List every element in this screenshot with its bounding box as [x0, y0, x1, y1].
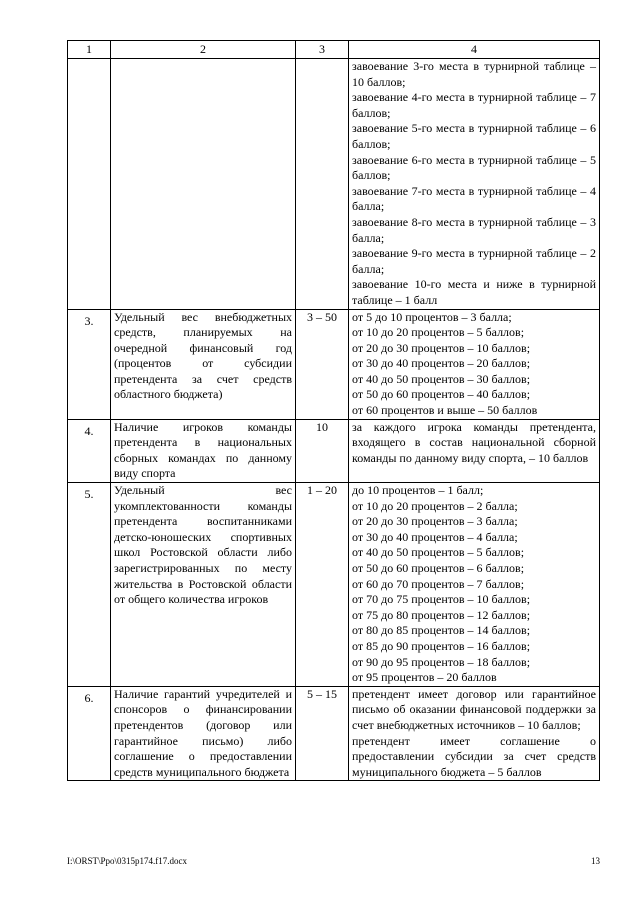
scale-line: завоевание 8-го места в турнирной таблице – 3 балла; [352, 214, 596, 245]
points-range: 5 – 15 [296, 686, 349, 781]
header-col-2: 2 [111, 41, 296, 59]
scale-line: от 40 до 50 процентов – 5 баллов; [352, 545, 525, 560]
criteria-table [67, 40, 600, 781]
scale-line: от 20 до 30 процентов – 10 баллов; [352, 340, 531, 355]
scale-line: претендент имеет соглашение о предоставлении субсидии за счет средств муниципального бюджета – 5 баллов [352, 733, 596, 779]
scale-line: завоевание 7-го места в турнирной таблице – 4 балла; [352, 183, 596, 214]
scale-line: от 50 до 60 процентов – 40 баллов; [352, 387, 531, 402]
points-range: 3 – 50 [296, 309, 349, 419]
scale-cell [349, 309, 600, 419]
scale-line: завоевание 9-го места в турнирной таблице – 2 балла; [352, 246, 596, 276]
scale-line: от 30 до 40 процентов – 20 баллов; [352, 356, 531, 371]
row-number: 5. [68, 483, 111, 687]
scale-line: завоевание 3-го места в турнирной таблице – 10 баллов; [352, 59, 596, 89]
criterion-text: Удельный вес укомплектованности команды претендента воспитанниками детско-юношеских спортивных школ Ростовской области либо зарегистрированных по месту жительства в Ростовской области от общего количества игроков [111, 483, 296, 687]
table-row-continuation [68, 59, 600, 310]
num-cell [68, 59, 111, 310]
criterion-text: Удельный вес внебюджетных средств, планируемых на очередной финансовый год (процентов от субсидии претендента за счет средств областного бюджета) [111, 309, 296, 419]
scale-line: претендент имеет договор или гарантийное письмо об оказании финансовой поддержки за счет внебюджетных источников – 10 баллов; [352, 686, 596, 732]
table-row-6 [68, 686, 600, 781]
row-number: 6. [68, 686, 111, 781]
footer-file-path: I:\ORST\Ppo\0315p174.f17.docx [67, 856, 188, 866]
points-range: 10 [296, 419, 349, 482]
scale-line: от 70 до 75 процентов – 10 баллов; [352, 592, 531, 607]
scale-line: от 40 до 50 процентов – 30 баллов; [352, 371, 531, 386]
scale-line: от 60 до 70 процентов – 7 баллов; [352, 576, 525, 591]
scale-line: до 10 процентов – 1 балл; [352, 483, 484, 498]
scale-cell [349, 483, 600, 687]
scale-line: от 10 до 20 процентов – 5 баллов; [352, 325, 525, 340]
scale-line: завоевание 5-го места в турнирной таблице – 6 баллов; [352, 121, 596, 151]
scale-line: за каждого игрока команды претендента, входящего в состав национальной сборной команды по данному виду спорта, – 10 баллов [352, 419, 596, 465]
row-number: 3. [68, 309, 111, 419]
scale-line: завоевание 10-го места и ниже в турнирной таблице – 1 балл [352, 277, 596, 307]
scale-line: от 80 до 85 процентов – 14 баллов; [352, 623, 531, 638]
points-cell [296, 59, 349, 310]
criterion-cell [111, 59, 296, 310]
scale-line: от 90 до 95 процентов – 18 баллов; [352, 654, 531, 669]
scale-line: от 75 до 80 процентов – 12 баллов; [352, 607, 531, 622]
scale-line: от 60 процентов и выше – 50 баллов [352, 403, 538, 418]
scale-line: от 85 до 90 процентов – 16 баллов; [352, 638, 531, 653]
table-row-4 [68, 419, 600, 482]
criterion-text: Наличие гарантий учредителей и спонсоров о финансировании претендентов (договор или гарантийное письмо) либо соглашение о предоставлении средств муниципального бюджета [111, 686, 296, 781]
scale-line: от 20 до 30 процентов – 3 балла; [352, 514, 518, 529]
scale-cell [349, 59, 600, 310]
scale-line: от 50 до 60 процентов – 6 баллов; [352, 561, 525, 575]
criterion-text: Наличие игроков команды претендента в национальных сборных командах по данному виду спорта [111, 419, 296, 482]
header-col-3: 3 [296, 41, 349, 59]
header-col-4: 4 [349, 41, 600, 59]
page-number: 13 [591, 856, 600, 866]
scale-line: завоевание 4-го места в турнирной таблице – 7 баллов; [352, 90, 596, 120]
header-col-1: 1 [68, 41, 111, 59]
table-row-3 [68, 309, 600, 419]
scale-cell [349, 419, 600, 482]
scale-line: завоевание 6-го места в турнирной таблице – 5 баллов; [352, 152, 596, 183]
scale-line: от 95 процентов – 20 баллов [352, 670, 497, 685]
scale-line: от 10 до 20 процентов – 2 балла; [352, 498, 518, 513]
row-number: 4. [68, 419, 111, 482]
table-row-5 [68, 483, 600, 687]
scale-line: от 30 до 40 процентов – 4 балла; [352, 529, 518, 544]
header-row [68, 41, 600, 59]
scale-cell [349, 686, 600, 781]
points-range: 1 – 20 [296, 483, 349, 687]
scale-line: от 5 до 10 процентов – 3 балла; [352, 309, 512, 324]
